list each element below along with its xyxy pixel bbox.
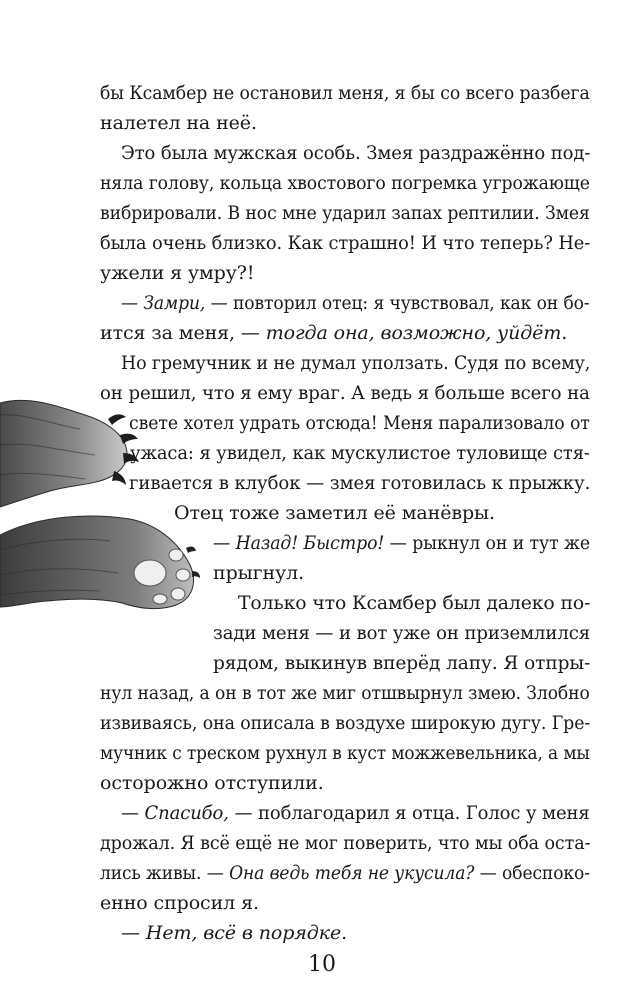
text-line: [130, 438, 590, 468]
italic-run: Она ведь тебя не укусила?: [229, 862, 475, 884]
text-run: была очень близко. Как страшно! И что теперь? Не-: [100, 232, 591, 254]
text-run: зади меня — и вот уже он приземлился: [213, 622, 591, 644]
text-run: Но гремучник и не думал уползать. Судя по всему,: [121, 352, 591, 374]
text-line: [100, 168, 590, 198]
text-line: [100, 258, 254, 288]
text-line: [213, 618, 590, 648]
text-run: ится за меня, —: [100, 322, 266, 344]
text-line: [100, 858, 590, 888]
italic-run: Нет, всё в порядке.: [145, 922, 348, 944]
text-line: [213, 558, 304, 588]
text-run: прыгнул.: [213, 562, 305, 584]
text-line: [213, 528, 590, 558]
text-run: —: [121, 922, 146, 944]
text-line: [100, 108, 257, 138]
upper-paw-icon: [0, 400, 127, 507]
text-run: енно спросил я.: [100, 892, 259, 914]
text-run: — рыкнул он и тут же: [384, 532, 590, 554]
text-line: [100, 318, 567, 348]
text-run: няла голову, кольца хвостового погремка угрожающе: [100, 172, 590, 194]
text-line: [100, 228, 590, 258]
text-line: [121, 918, 347, 948]
text-line: [100, 198, 590, 228]
text-run: Отец тоже заметил её манёвры.: [174, 502, 495, 524]
text-line: [100, 828, 590, 858]
text-run: — поблагодарил я отца. Голос у меня: [228, 802, 590, 824]
text-line: [213, 648, 590, 678]
text-run: дрожал. Я всё ещё не мог поверить, что мы оба оста-: [100, 832, 591, 854]
text-line: [129, 468, 590, 498]
text-line: [121, 288, 590, 318]
text-line: [100, 888, 259, 918]
text-run: — обеспоко-: [474, 862, 590, 884]
text-run: Только что Ксамбер был далеко по-: [238, 592, 591, 614]
page-number: 10: [308, 952, 336, 977]
italic-run: Замри,: [143, 292, 206, 314]
italic-run: Назад! Быстро!: [235, 532, 385, 554]
text-run: бы Ксамбер не остановил меня, я бы со всего разбега: [100, 82, 590, 104]
text-line: [100, 78, 590, 108]
text-line: [121, 798, 590, 828]
text-line: [121, 348, 590, 378]
text-line: [174, 498, 495, 528]
text-run: гивается в клубок — змея готовилась к прыжку.: [129, 472, 591, 494]
text-line: [100, 738, 590, 768]
text-run: вибрировали. В нос мне ударил запах рептилии. Змея: [100, 202, 590, 224]
italic-run: тогда она, возможно, уйдёт.: [265, 322, 568, 344]
text-line: [100, 708, 590, 738]
text-run: осторожно отступили.: [100, 772, 324, 794]
text-run: —: [121, 802, 145, 824]
text-run: он решил, что я ему враг. А ведь я больше всего на: [100, 382, 590, 404]
text-run: мучник с треском рухнул в куст можжевельника, а мы: [100, 742, 590, 764]
text-run: —: [121, 292, 144, 314]
text-run: извиваясь, она описала в воздухе широкую дугу. Гре-: [100, 712, 591, 734]
text-run: ужели я умру?!: [100, 262, 255, 284]
text-run: —: [213, 532, 236, 554]
text-run: Это была мужская особь. Змея раздражённо под-: [121, 142, 591, 164]
text-line: [100, 768, 324, 798]
text-line: [121, 138, 590, 168]
text-line: [100, 378, 590, 408]
italic-run: Спасибо,: [144, 802, 229, 824]
text-run: ужаса: я увидел, как мускулистое туловище стя-: [130, 442, 590, 464]
text-line: [100, 678, 590, 708]
text-run: налетел на неё.: [100, 112, 257, 134]
text-run: — повторил отец: я чувствовал, как он бо-: [205, 292, 590, 314]
text-run: свете хотел удрать отсюда! Меня парализовало от: [129, 412, 590, 434]
text-run: рядом, выкинув вперёд лапу. Я отпры-: [213, 652, 591, 674]
text-line: [129, 408, 590, 438]
text-line: [238, 588, 590, 618]
text-run: лись живы. —: [100, 862, 230, 884]
text-run: нул назад, а он в тот же миг отшвырнул змею. Злобно: [100, 682, 590, 704]
